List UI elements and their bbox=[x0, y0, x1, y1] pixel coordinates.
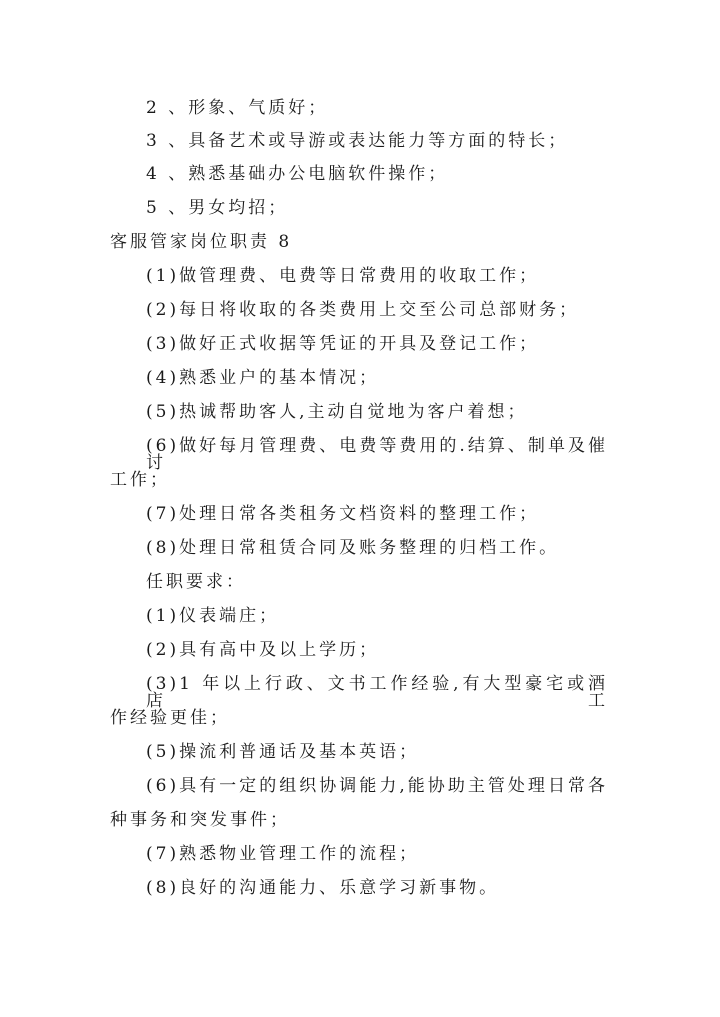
requirement-item: (3)1 年以上行政、文书工作经验,有大型豪宅或酒店工 bbox=[146, 674, 608, 711]
requirement-item: 3 、具备艺术或导游或表达能力等方面的特长； bbox=[146, 131, 569, 151]
duty-item: (6)做好每月管理费、电费等费用的.结算、制单及催讨 bbox=[146, 436, 608, 473]
requirement-item: 4 、熟悉基础办公电脑软件操作； bbox=[146, 164, 449, 184]
duty-item: (2)每日将收取的各类费用上交至公司总部财务； bbox=[146, 300, 580, 320]
duty-item-continuation: 工作； bbox=[110, 470, 170, 490]
requirement-item: (7)熟悉物业管理工作的流程； bbox=[146, 844, 420, 864]
duty-item: (7)处理日常各类租务文档资料的整理工作； bbox=[146, 504, 540, 524]
duty-item: (3)做好正式收据等凭证的开具及登记工作； bbox=[146, 334, 540, 354]
section-heading: 客服管家岗位职责 8 bbox=[110, 232, 293, 252]
requirement-item: (6)具有一定的组织协调能力,能协助主管处理日常各 bbox=[146, 776, 608, 796]
duty-item: (1)做管理费、电费等日常费用的收取工作； bbox=[146, 266, 540, 286]
requirement-item: (5)操流利普通话及基本英语； bbox=[146, 742, 420, 762]
duty-item: (5)热诚帮助客人,主动自觉地为客户着想； bbox=[146, 402, 528, 422]
requirement-item: (1)仪表端庄； bbox=[146, 606, 280, 626]
duty-item: (8)处理日常租赁合同及账务整理的归档工作。 bbox=[146, 538, 560, 558]
requirement-item: (8)良好的沟通能力、乐意学习新事物。 bbox=[146, 878, 500, 898]
requirements-heading: 任职要求： bbox=[146, 572, 246, 592]
requirement-item: 5 、男女均招； bbox=[146, 198, 289, 218]
requirement-item-continuation: 作经验更佳； bbox=[110, 708, 230, 728]
duty-item: (4)熟悉业户的基本情况； bbox=[146, 368, 380, 388]
requirement-item-continuation: 种事务和突发事件； bbox=[110, 810, 290, 830]
requirement-item: (2)具有高中及以上学历； bbox=[146, 640, 380, 660]
requirement-item: 2 、形象、气质好； bbox=[146, 98, 329, 118]
